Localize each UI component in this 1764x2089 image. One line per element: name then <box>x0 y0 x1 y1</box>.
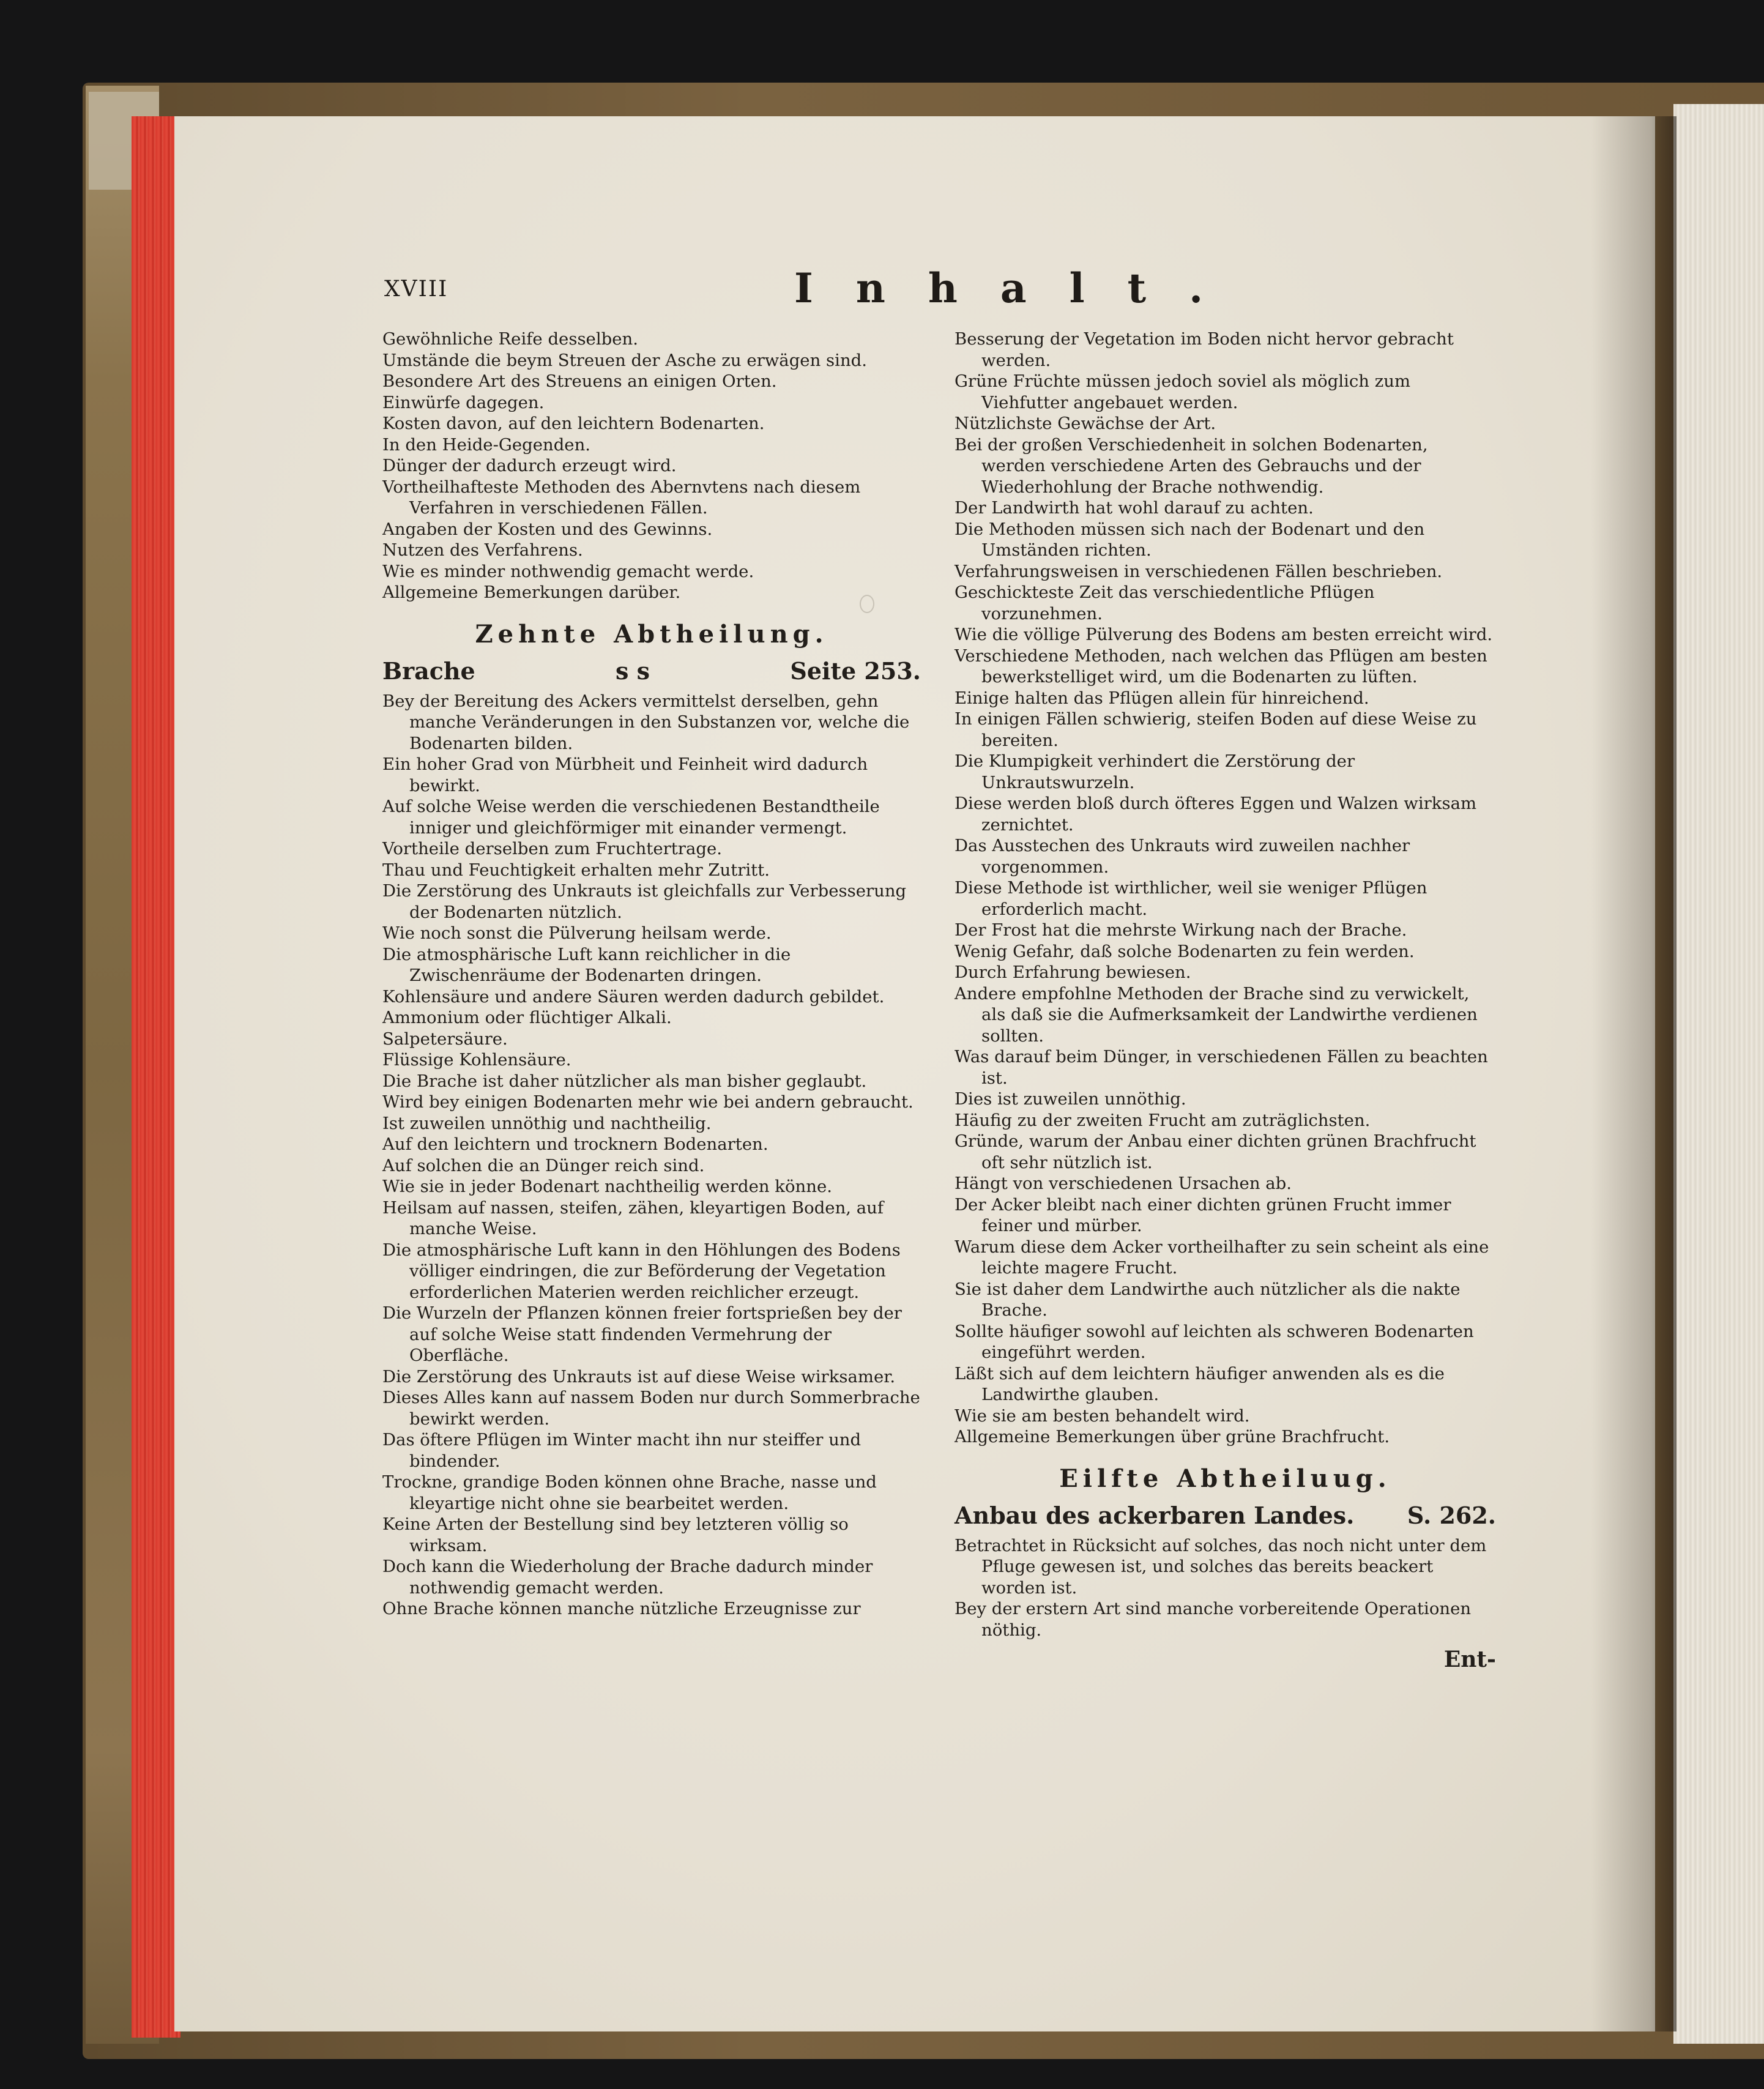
toc-entry: Ammonium oder flüchtiger Alkali. <box>382 1008 672 1027</box>
toc-entry: Betrachtet in Rücksicht auf solches, das noch nicht unter dem Pfluge gewesen ist, und solches das bereits beackert worden ist. <box>955 1535 1487 1598</box>
toc-entry: Thau und Feuchtigkeit erhalten mehr Zutritt. <box>382 860 770 880</box>
section-heading-11: Eilfte Abtheiluug. <box>1059 1464 1391 1493</box>
toc-entry: In einigen Fällen schwierig, steifen Boden auf diese Weise zu bereiten. <box>955 709 1477 750</box>
toc-entry: Durch Erfahrung bewiesen. <box>955 963 1191 982</box>
toc-entry: Vortheilhafteste Methoden des Abernvtens nach diesem Verfahren in verschiedenen Fällen. <box>382 477 861 518</box>
toc-entry: Dies ist zuweilen unnöthig. <box>955 1089 1186 1109</box>
toc-entry: Vortheile derselben zum Fruchtertrage. <box>382 839 722 858</box>
toc-entry: Einwürfe dagegen. <box>382 392 545 412</box>
topic-page-ref: Seite 253. <box>790 657 921 685</box>
toc-entry: Andere empfohlne Methoden der Brache sind zu verwickelt, als daß sie die Aufmerksamkeit der Landwirthe verdienen sollten. <box>955 983 1478 1046</box>
toc-entry: Gründe, warum der Anbau einer dichten grünen Brachfrucht oft sehr nützlich ist. <box>955 1131 1476 1172</box>
running-head <box>384 264 1486 313</box>
toc-entry: Geschickteste Zeit das verschiedentliche Pflügen vorzunehmen. <box>955 583 1375 624</box>
toc-entry: Sollte häufiger sowohl auf leichten als schweren Bodenarten eingeführt werden. <box>955 1321 1474 1362</box>
topic-title: Brache <box>382 657 475 685</box>
toc-entry: Ein hoher Grad von Mürbheit und Feinheit wird dadurch bewirkt. <box>382 754 868 795</box>
toc-entry: Die Zerstörung des Unkrauts ist auf diese Weise wirksamer. <box>382 1366 896 1387</box>
toc-entry: Einige halten das Pflügen allein für hinreichend. <box>955 688 1369 708</box>
toc-entry: Heilsam auf nassen, steifen, zähen, kleyartigen Boden, auf manche Weise. <box>382 1197 884 1238</box>
toc-entry: Trockne, grandige Boden können ohne Brache, nasse und kleyartige nicht ohne sie bearbeitet werden. <box>382 1472 877 1513</box>
catchword: Ent- <box>1443 1647 1496 1672</box>
toc-entry: Auf solche Weise werden die verschiedenen Bestandtheile inniger und gleichförmiger mit einander vermengt. <box>382 797 880 838</box>
toc-entry: Keine Arten der Bestellung sind bey letzteren völlig so wirksam. <box>382 1514 849 1555</box>
section-topic-11 <box>955 1502 1496 1529</box>
toc-entry: Dünger der dadurch erzeugt wird. <box>382 456 677 475</box>
toc-entry: Bey der Bereitung des Ackers vermittelst derselben, gehn manche Veränderungen in den Substanzen vor, welche die Bodenarten bilden. <box>382 691 910 753</box>
toc-entry: Läßt sich auf dem leichtern häufiger anwenden als es die Landwirthe glauben. <box>955 1363 1445 1404</box>
toc-entry: Besondere Art des Streuens an einigen Orten. <box>382 371 777 391</box>
toc-entry: Gewöhnliche Reife desselben. <box>382 329 638 349</box>
toc-entry: Warum diese dem Acker vortheilhafter zu sein scheint als eine leichte magere Frucht. <box>955 1237 1489 1278</box>
toc-entry: In den Heide-Gegenden. <box>382 434 591 455</box>
facing-page-edge <box>1673 104 1764 2044</box>
toc-entry: Die atmosphärische Luft kann reichlicher in die Zwischenräume der Bodenarten dringen. <box>382 944 791 985</box>
toc-entry: Häufig zu der zweiten Frucht am zuträglichsten. <box>955 1110 1371 1130</box>
section-topic-10 <box>382 657 921 685</box>
right-bottom-entries <box>955 1535 1496 1641</box>
toc-entry: Wie es minder nothwendig gemacht werde. <box>382 561 754 581</box>
toc-entry: Bei der großen Verschiedenheit in solchen Bodenarten, werden verschiedene Arten des Gebrauchs und der Wiederhohlung der Brache nothwendig. <box>955 434 1428 497</box>
toc-entry: Allgemeine Bemerkungen darüber. <box>382 583 681 602</box>
toc-entry: Verfahrungsweisen in verschiedenen Fällen beschrieben. <box>955 561 1443 581</box>
toc-entry: Doch kann die Wiederholung der Brache dadurch minder nothwendig gemacht werden. <box>382 1557 873 1598</box>
page-number: XVIII <box>384 277 448 302</box>
toc-entry: Grüne Früchte müssen jedoch soviel als möglich zum Viehfutter angebauet werden. <box>955 371 1411 412</box>
toc-entry: Nützlichste Gewächse der Art. <box>955 414 1216 433</box>
left-entries <box>382 691 921 1620</box>
toc-entry: Das Ausstechen des Unkrauts wird zuweilen nachher vorgenommen. <box>955 836 1410 877</box>
toc-entry: Allgemeine Bemerkungen über grüne Brachfrucht. <box>955 1427 1390 1447</box>
toc-entry: Kosten davon, auf den leichtern Bodenarten. <box>382 414 765 433</box>
toc-entry: Kohlensäure und andere Säuren werden dadurch gebildet. <box>382 986 885 1007</box>
topic-title: Anbau des ackerbaren Landes. <box>955 1502 1355 1529</box>
right-entries <box>955 329 1496 1448</box>
toc-entry: Wie noch sonst die Pülverung heilsam werde. <box>382 923 772 943</box>
toc-entry: Nutzen des Verfahrens. <box>382 540 583 560</box>
topic-page-ref: S. 262. <box>1407 1502 1496 1529</box>
section-heading-10: Zehnte Abtheilung. <box>475 619 828 649</box>
toc-entry: Die Wurzeln der Pflanzen können freier fortsprießen bey der auf solche Weise statt findenden Vermehrung der Oberfläche. <box>382 1303 902 1365</box>
toc-entry: Diese werden bloß durch öfteres Eggen und Walzen wirksam zernichtet. <box>955 794 1477 835</box>
toc-entry: Ohne Brache können manche nützliche Erzeugnisse zur <box>382 1599 861 1618</box>
right-column <box>955 329 1496 1670</box>
toc-entry: Das öftere Pflügen im Winter macht ihn nur steiffer und bindender. <box>382 1430 862 1471</box>
toc-entry: Umstände die beym Streuen der Asche zu erwägen sind. <box>382 350 867 370</box>
toc-entry: Was darauf beim Dünger, in verschiedenen Fällen zu beachten ist. <box>955 1047 1488 1088</box>
toc-entry: Wenig Gefahr, daß solche Bodenarten zu fein werden. <box>955 941 1415 961</box>
toc-entry: Die Zerstörung des Unkrauts ist gleichfalls zur Verbesserung der Bodenarten nützlich. <box>382 881 907 922</box>
red-page-edges <box>132 116 180 2038</box>
toc-entry: Wie die völlige Pülverung des Bodens am besten erreicht wird. <box>955 625 1493 644</box>
toc-entry: Salpetersäure. <box>382 1029 508 1049</box>
toc-entry: Sie ist daher dem Landwirthe auch nützlicher als die nakte Brache. <box>955 1279 1461 1320</box>
toc-entry: Bey der erstern Art sind manche vorbereitende Operationen nöthig. <box>955 1599 1472 1640</box>
left-column <box>382 329 921 1620</box>
toc-entry: Die Brache ist daher nützlicher als man bisher geglaubt. <box>382 1071 867 1091</box>
toc-entry: Die Methoden müssen sich nach der Bodenart und den Umständen richten. <box>955 519 1425 560</box>
toc-entry: Besserung der Vegetation im Boden nicht hervor gebracht werden. <box>955 329 1454 370</box>
toc-entry: Verschiedene Methoden, nach welchen das Pflügen am besten bewerkstelliget wird, um die Bodenarten zu lüften. <box>955 646 1487 687</box>
toc-entry: Angaben der Kosten und des Gewinns. <box>382 519 713 539</box>
toc-entry: Wie sie in jeder Bodenart nachtheilig werden könne. <box>382 1177 832 1196</box>
topic-dots: s s <box>616 657 650 685</box>
toc-entry: Flüssige Kohlensäure. <box>382 1050 571 1070</box>
toc-entry: Hängt von verschiedenen Ursachen ab. <box>955 1174 1292 1193</box>
running-title: Inhalt. <box>794 264 1246 312</box>
toc-entry: Dieses Alles kann auf nassem Boden nur durch Sommerbrache bewirkt werden. <box>382 1388 920 1429</box>
toc-entry: Der Acker bleibt nach einer dichten grünen Frucht immer feiner und mürber. <box>955 1194 1451 1235</box>
toc-entry: Wie sie am besten behandelt wird. <box>955 1406 1250 1426</box>
toc-entry: Der Landwirth hat wohl darauf zu achten. <box>955 498 1314 518</box>
toc-entry: Ist zuweilen unnöthig und nachtheilig. <box>382 1113 712 1133</box>
toc-entry: Diese Methode ist wirthlicher, weil sie weniger Pflügen erforderlich macht. <box>955 878 1427 919</box>
toc-entry: Die atmosphärische Luft kann in den Höhlungen des Bodens völliger eindringen, die zur Beförderung der Vegetation erforderlichen Materien werden reichlicher erzeugt. <box>382 1240 901 1302</box>
left-top-entries <box>382 329 921 603</box>
toc-entry: Auf solchen die an Dünger reich sind. <box>382 1155 705 1175</box>
toc-entry: Der Frost hat die mehrste Wirkung nach der Brache. <box>955 920 1407 940</box>
toc-entry: Wird bey einigen Bodenarten mehr wie bei andern gebraucht. <box>382 1092 914 1112</box>
gutter-shadow <box>1591 116 1677 2031</box>
toc-entry: Auf den leichtern und trocknern Bodenarten. <box>382 1134 768 1154</box>
toc-entry: Die Klumpigkeit verhindert die Zerstörung der Unkrautswurzeln. <box>955 751 1355 792</box>
